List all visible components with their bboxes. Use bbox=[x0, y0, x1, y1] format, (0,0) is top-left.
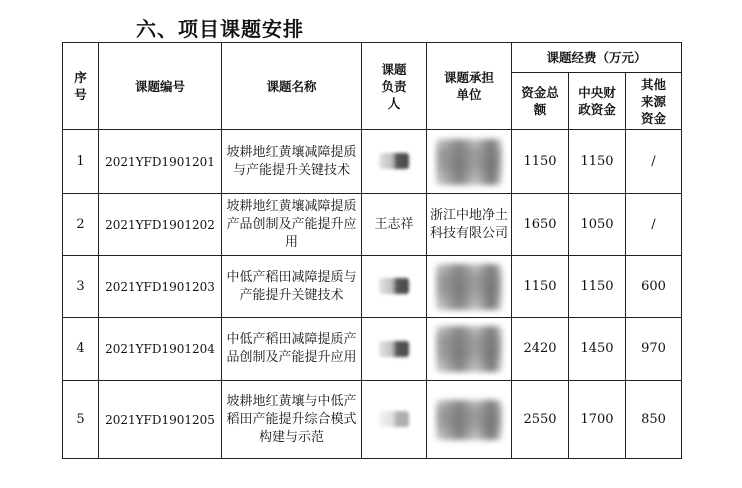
row-name: 坡耕地红黄壤与中低产稻田产能提升综合模式构建与示范 bbox=[222, 381, 362, 459]
header-unit: 课题承担单位 bbox=[427, 43, 512, 130]
row-unit: 浙江中地净土科技有限公司 bbox=[427, 194, 512, 256]
redacted-lead bbox=[379, 411, 409, 427]
header-central: 中央财政资金 bbox=[569, 73, 626, 130]
redacted-unit bbox=[436, 264, 502, 310]
row-other: 970 bbox=[626, 318, 682, 381]
row-unit bbox=[427, 318, 512, 381]
row-total: 1150 bbox=[512, 256, 569, 318]
row-lead: 王志祥 bbox=[362, 194, 427, 256]
row-other: / bbox=[626, 194, 682, 256]
row-other: 850 bbox=[626, 381, 682, 459]
row-name: 坡耕地红黄壤减障提质产品创制及产能提升应用 bbox=[222, 194, 362, 256]
table-row bbox=[63, 194, 682, 256]
row-lead bbox=[362, 318, 427, 381]
header-total: 资金总额 bbox=[512, 73, 569, 130]
row-central: 1450 bbox=[569, 318, 626, 381]
row-total: 1650 bbox=[512, 194, 569, 256]
header-code: 课题编号 bbox=[99, 43, 222, 130]
redacted-lead bbox=[379, 341, 409, 357]
row-total: 2550 bbox=[512, 381, 569, 459]
row-name: 中低产稻田减障提质与产能提升关键技术 bbox=[222, 256, 362, 318]
row-code: 2021YFD1901201 bbox=[99, 130, 222, 194]
row-central: 1150 bbox=[569, 130, 626, 194]
table-row bbox=[63, 130, 682, 194]
row-index: 4 bbox=[63, 318, 99, 381]
redacted-unit bbox=[436, 139, 502, 185]
table-row bbox=[63, 256, 682, 318]
row-other: 600 bbox=[626, 256, 682, 318]
row-lead bbox=[362, 130, 427, 194]
table-row bbox=[63, 381, 682, 459]
row-index: 2 bbox=[63, 194, 99, 256]
redacted-lead bbox=[379, 153, 409, 169]
header-lead: 课题负责人 bbox=[362, 43, 427, 130]
row-code: 2021YFD1901204 bbox=[99, 318, 222, 381]
row-code: 2021YFD1901205 bbox=[99, 381, 222, 459]
header-row-top bbox=[63, 43, 682, 73]
table-row bbox=[63, 318, 682, 381]
row-central: 1150 bbox=[569, 256, 626, 318]
row-code: 2021YFD1901203 bbox=[99, 256, 222, 318]
row-unit bbox=[427, 256, 512, 318]
section-heading: 六、项目课题安排 bbox=[136, 17, 304, 41]
row-name: 中低产稻田减障提质产品创制及产能提升应用 bbox=[222, 318, 362, 381]
redacted-unit bbox=[436, 326, 502, 372]
header-other: 其他来源资金 bbox=[626, 73, 682, 130]
row-index: 5 bbox=[63, 381, 99, 459]
row-other: / bbox=[626, 130, 682, 194]
row-total: 2420 bbox=[512, 318, 569, 381]
row-index: 1 bbox=[63, 130, 99, 194]
project-task-table bbox=[62, 42, 682, 459]
row-unit bbox=[427, 130, 512, 194]
row-total: 1150 bbox=[512, 130, 569, 194]
row-central: 1700 bbox=[569, 381, 626, 459]
header-name: 课题名称 bbox=[222, 43, 362, 130]
header-index: 序号 bbox=[63, 43, 99, 130]
row-name: 坡耕地红黄壤减障提质与产能提升关键技术 bbox=[222, 130, 362, 194]
row-central: 1050 bbox=[569, 194, 626, 256]
redacted-lead bbox=[379, 278, 409, 294]
row-unit bbox=[427, 381, 512, 459]
redacted-unit bbox=[436, 400, 502, 440]
row-code: 2021YFD1901202 bbox=[99, 194, 222, 256]
header-funding: 课题经费（万元） bbox=[512, 43, 682, 73]
row-lead bbox=[362, 381, 427, 459]
row-lead bbox=[362, 256, 427, 318]
row-index: 3 bbox=[63, 256, 99, 318]
